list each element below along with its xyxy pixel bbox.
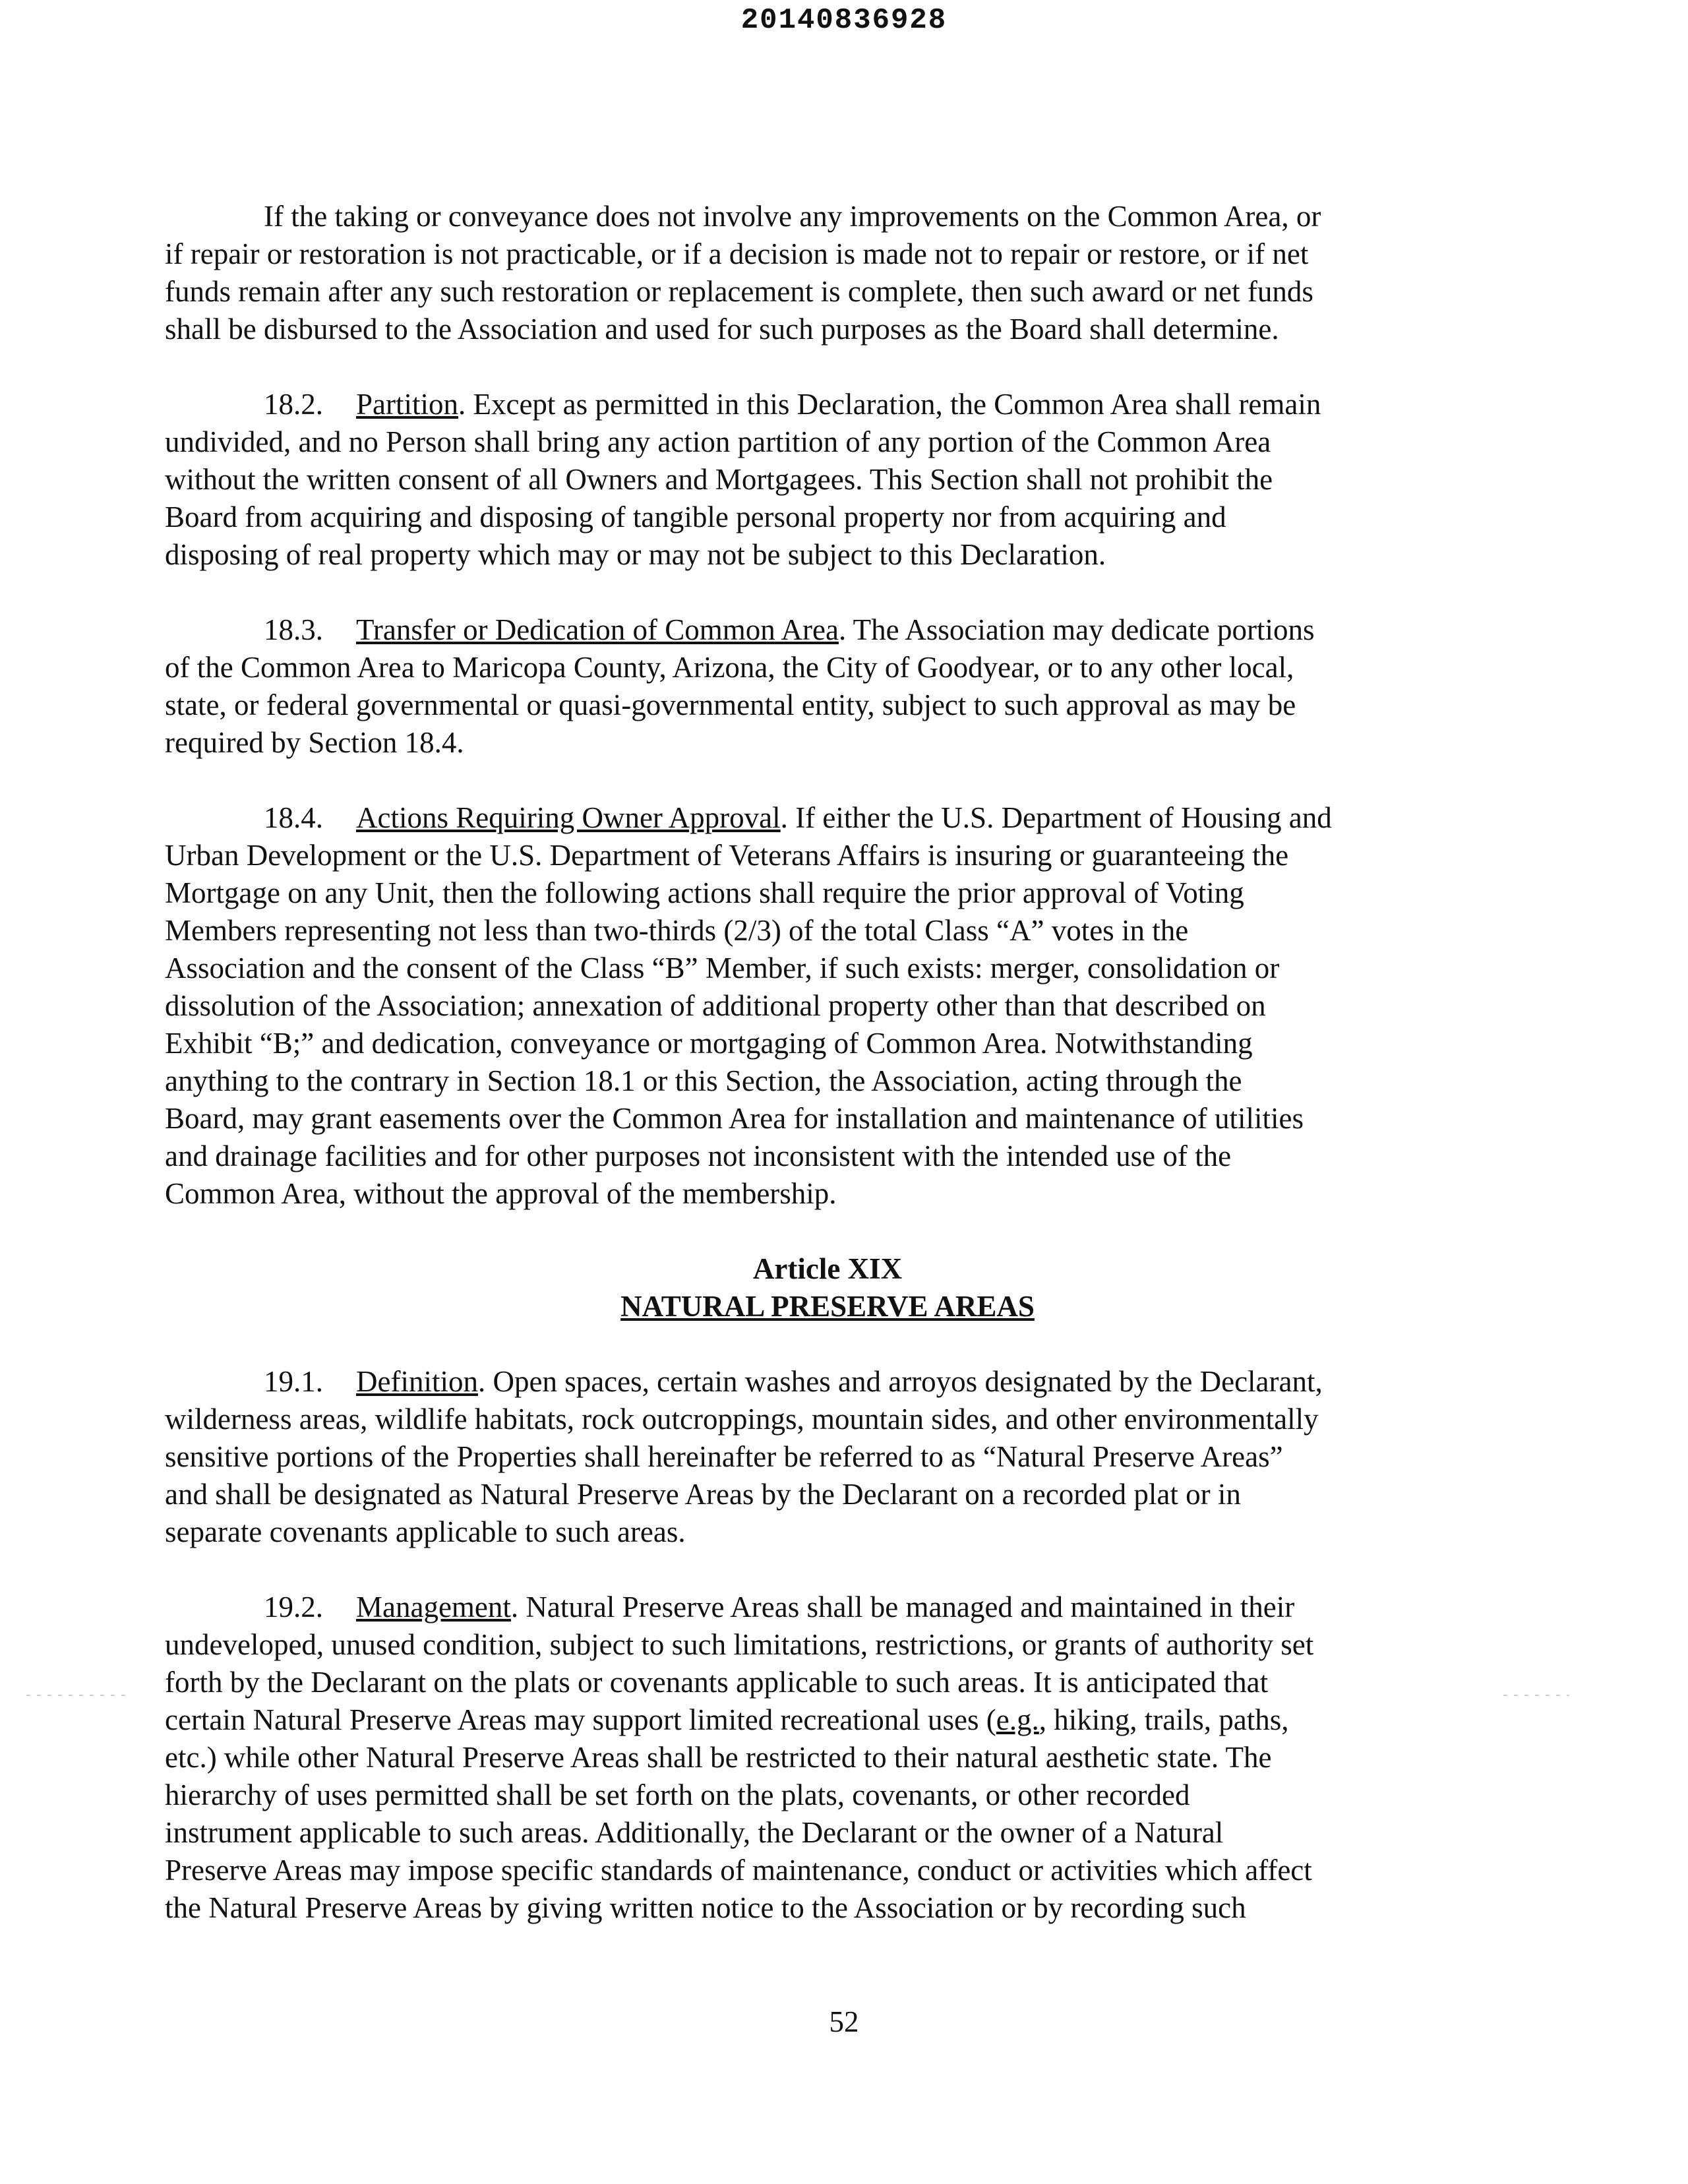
section-heading: Definition	[356, 1365, 478, 1398]
text-line: hierarchy of uses permitted shall be set forth on the plats, covenants, or other recorded	[165, 1778, 1190, 1811]
text-run: . If either the U.S. Department of Housing and	[780, 801, 1332, 834]
text-line	[165, 1701, 1490, 1739]
section-18-2	[165, 386, 1490, 574]
text-line: the Natural Preserve Areas by giving written notice to the Association or by recording such	[165, 1891, 1246, 1924]
text-run: . Open spaces, certain washes and arroyos designated by the Declarant,	[477, 1365, 1323, 1398]
text-line: without the written consent of all Owners and Mortgagees. This Section shall not prohibit the	[165, 463, 1273, 496]
text-run: . Natural Preserve Areas shall be managed and maintained in their	[510, 1591, 1295, 1623]
section-18-3	[165, 611, 1490, 762]
section-number: 19.1.	[264, 1365, 323, 1398]
text-line: Board from acquiring and disposing of tangible personal property nor from acquiring and	[165, 501, 1226, 533]
abbreviation-eg: e.g.	[996, 1703, 1039, 1736]
text-line: anything to the contrary in Section 18.1 or this Section, the Association, acting through the	[165, 1064, 1242, 1097]
text-run: . Except as permitted in this Declaration, the Common Area shall remain	[458, 388, 1321, 421]
section-heading: Partition	[356, 388, 458, 421]
article-heading	[165, 1250, 1490, 1325]
text-line: separate covenants applicable to such areas.	[165, 1515, 686, 1548]
text-line: Mortgage on any Unit, then the following actions shall require the prior approval of Voting	[165, 876, 1244, 909]
paragraph-18-1-continued	[165, 198, 1490, 348]
section-first-line	[165, 1363, 1490, 1401]
text-line: of the Common Area to Maricopa County, Arizona, the City of Goodyear, or to any other local,	[165, 651, 1294, 684]
section-18-4	[165, 799, 1490, 1213]
text-line: required by Section 18.4.	[165, 726, 464, 759]
text-line: etc.) while other Natural Preserve Areas shall be restricted to their natural aesthetic state. The	[165, 1741, 1272, 1774]
text-line: If the taking or conveyance does not involve any improvements on the Common Area, or	[264, 200, 1321, 233]
text-line: Association and the consent of the Class “B” Member, if such exists: merger, consolidation or	[165, 952, 1280, 985]
text-line: Members representing not less than two-thirds (2/3) of the total Class “A” votes in the	[165, 914, 1189, 947]
article-subtitle: NATURAL PRESERVE AREAS	[620, 1290, 1035, 1323]
section-first-line	[165, 611, 1490, 649]
section-first-line	[165, 1589, 1490, 1626]
section-heading: Management	[356, 1591, 511, 1623]
article-title: Article XIX	[752, 1252, 903, 1285]
text-line: Common Area, without the approval of the membership.	[165, 1177, 837, 1210]
text-run: certain Natural Preserve Areas may support limited recreational uses (	[165, 1703, 996, 1736]
section-number: 18.3.	[264, 613, 323, 646]
text-line: dissolution of the Association; annexation of additional property other than that described on	[165, 989, 1266, 1022]
scan-artifact	[26, 1695, 125, 1696]
text-line: sensitive portions of the Properties shall hereinafter be referred to as “Natural Preserve Areas”	[165, 1440, 1283, 1473]
text-line: wilderness areas, wildlife habitats, rock outcroppings, mountain sides, and other environmentally	[165, 1403, 1319, 1436]
text-line: funds remain after any such restoration or replacement is complete, then such award or net funds	[165, 275, 1313, 308]
text-line: disposing of real property which may or may not be subject to this Declaration.	[165, 538, 1106, 571]
section-first-line	[165, 799, 1490, 837]
text-line: state, or federal governmental or quasi-governmental entity, subject to such approval as may be	[165, 688, 1296, 721]
section-number: 19.2.	[264, 1591, 323, 1623]
text-line: Preserve Areas may impose specific standards of maintenance, conduct or activities which affect	[165, 1854, 1312, 1887]
text-line: if repair or restoration is not practicable, or if a decision is made not to repair or restore, or if net	[165, 237, 1309, 270]
text-line: undivided, and no Person shall bring any action partition of any portion of the Common Area	[165, 425, 1271, 458]
scan-artifact	[1503, 1695, 1569, 1696]
document-body	[165, 198, 1490, 1964]
text-line: and drainage facilities and for other purposes not inconsistent with the intended use of the	[165, 1139, 1232, 1172]
text-line: forth by the Declarant on the plats or covenants applicable to such areas. It is anticipated that	[165, 1666, 1269, 1699]
section-19-2	[165, 1589, 1490, 1927]
section-first-line	[165, 386, 1490, 423]
section-heading: Actions Requiring Owner Approval	[356, 801, 781, 834]
text-line: Board, may grant easements over the Common Area for installation and maintenance of utilities	[165, 1102, 1304, 1135]
text-line: Urban Development or the U.S. Department of Veterans Affairs is insuring or guaranteeing the	[165, 839, 1289, 872]
section-number: 18.2.	[264, 388, 323, 421]
text-run: . The Association may dedicate portions	[838, 613, 1315, 646]
text-run: , hiking, trails, paths,	[1039, 1703, 1289, 1736]
text-line: instrument applicable to such areas. Additionally, the Declarant or the owner of a Natural	[165, 1816, 1224, 1849]
text-line: shall be disbursed to the Association and used for such purposes as the Board shall determine.	[165, 313, 1279, 346]
section-heading: Transfer or Dedication of Common Area	[356, 613, 839, 646]
page-number: 52	[829, 2005, 859, 2038]
text-line: and shall be designated as Natural Preserve Areas by the Declarant on a recorded plat or in	[165, 1478, 1241, 1511]
section-number: 18.4.	[264, 801, 323, 834]
document-number: 20140836928	[740, 4, 948, 37]
section-19-1	[165, 1363, 1490, 1551]
text-line: undeveloped, unused condition, subject to such limitations, restrictions, or grants of authority set	[165, 1628, 1314, 1661]
text-line: Exhibit “B;” and dedication, conveyance or mortgaging of Common Area. Notwithstanding	[165, 1027, 1253, 1060]
